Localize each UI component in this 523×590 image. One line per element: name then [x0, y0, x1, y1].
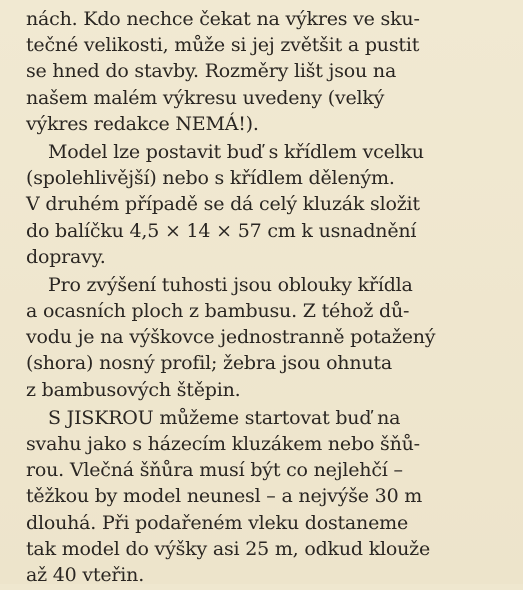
text-line: rou. Vlečná šňůra musí být co nejlehčí –	[26, 459, 403, 482]
text-line: tak model do výšky asi 25 m, odkud klouže	[26, 537, 431, 560]
paragraph-2	[26, 139, 506, 270]
text-column	[26, 6, 506, 590]
text-line: až 40 vteřin.	[26, 563, 145, 586]
text-line: těžkou by model neunesl – a nejvýše 30 m	[26, 485, 423, 508]
text-line: S JISKROU můžeme startovat buď na	[48, 406, 401, 429]
text-line: V druhém případě se dá celý kluzák složit	[26, 193, 420, 216]
text-line: z bambusových štěpin.	[26, 378, 241, 401]
text-line: dlouhá. Při podařeném vleku dostaneme	[26, 511, 408, 534]
text-line: výkres redakce NEMÁ!).	[26, 112, 259, 135]
text-line: nách. Kdo nechce čekat na výkres ve sku-	[26, 8, 420, 30]
text-line: Model lze postavit buď s křídlem vcelku	[48, 140, 424, 163]
text-line: a ocasních ploch z bambusu. Z téhož dů-	[26, 300, 410, 323]
text-line: tečné velikosti, může si jej zvětšit a pustit	[26, 34, 420, 57]
text-line: se hned do stavby. Rozměry lišt jsou na	[26, 60, 397, 83]
text-line: (shora) nosný profil; žebra jsou ohnuta	[26, 352, 392, 375]
paragraph-4	[26, 405, 506, 588]
text-line: svahu jako s házecím kluzákem nebo šňů-	[26, 433, 420, 455]
text-line: (spolehlivější) nebo s křídlem děleným.	[26, 167, 395, 190]
text-line: dopravy.	[26, 245, 106, 268]
paragraph-1	[26, 6, 506, 137]
text-line: do balíčku 4,5 × 14 × 57 cm k usnadnění	[26, 219, 417, 242]
text-line: Pro zvýšení tuhosti jsou oblouky křídla	[48, 273, 413, 296]
paragraph-3	[26, 272, 506, 403]
text-line: našem malém výkresu uvedeny (velký	[26, 86, 385, 109]
text-line: vodu je na výškovce jednostranně potažený	[26, 326, 436, 349]
